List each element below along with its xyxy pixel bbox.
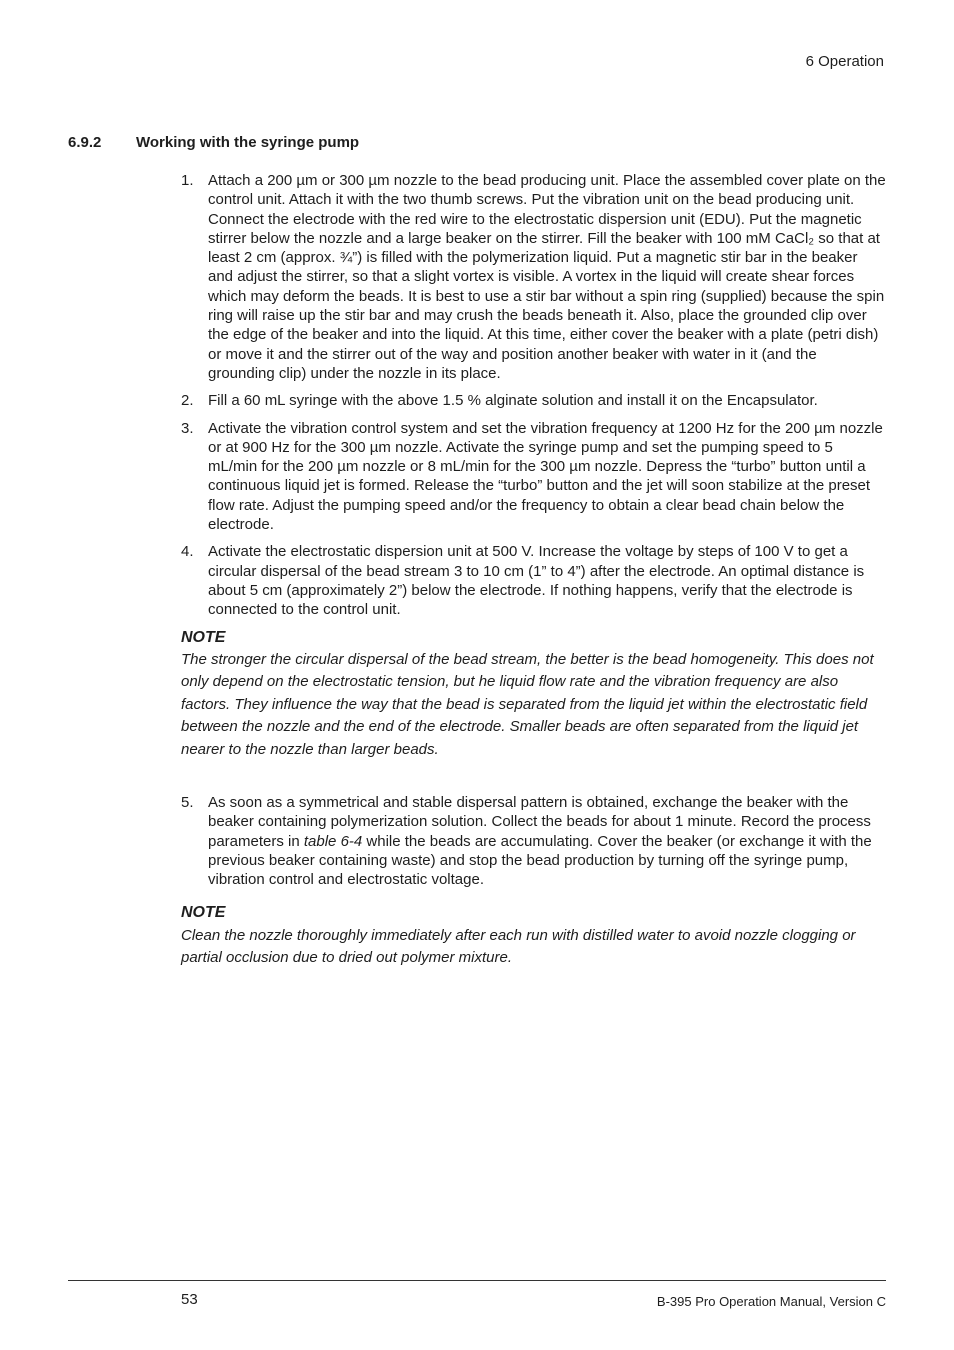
step-text: [208, 793, 886, 889]
step-text: Fill a 60 mL syringe with the above 1.5 % alginate solution and install it on the Encapsulator.: [208, 392, 818, 410]
step-text: Attach a 200 µm or 300 µm nozzle to the bead producing unit. Place the assembled cover plate on the control unit. Attach it with the two thumb screws. Put the vibration unit on the bead producing unit. Connect the electrode with the red wire to the electrostatic dispersion unit (EDU). Put the magnetic stirrer below the nozzle and a large beaker on the stirrer. Fill the beaker with 100 mM CaCl₂ so that at least 2 cm (approx. ¾”) is filled with the polymerization liquid. Put a magnetic stir bar in the beaker and adjust the stirrer, so that a slight vortex is visible. A vortex in the liquid will create shear forces which may deform the beads. It is best to use a stir bar without a spin ring (supplied) because the spin ring will raise up the stir bar and may crush the beads beneath it. Also, place the grounded clip over the edge of the beaker and into the liquid. At this time, either cover the beaker with a plate (petri dish) or move it and the stirrer out of the way and position another beaker with water in it (and the grounding clip) under the nozzle in its place.: [208, 172, 886, 382]
footer-divider: [68, 1280, 886, 1281]
table-reference: table 6-4: [303, 832, 363, 850]
note-text: The stronger the circular dispersal of the bead stream, the better is the bead homogeneity. This does not only depend on the electrostatic tension, but he liquid flow rate and the vibration frequency are also factors. They influence the way that the bead is separated from the liquid jet within the electrostatic field between the nozzle and the end of the electrode. Smaller beads are often separated from the liquid jet nearer to the nozzle than larger beads.: [181, 650, 874, 758]
procedure-steps-continued: [181, 793, 886, 970]
step-number: 1.: [181, 172, 194, 189]
note-text: Clean the nozzle thoroughly immediately after each run with distilled water to avoid nozzle clogging or partial occlusion due to dried out polymer mixture.: [181, 926, 856, 967]
step-text: Activate the electrostatic dispersion unit at 500 V. Increase the voltage by steps of 100 V to get a circular dispersal of the bead stream 3 to 10 cm (1” to 4”) after the electrode. An optimal distance is about 5 cm (approximately 2”) below the electrode. If nothing happens, verify that the electrode is connected to the control unit.: [208, 543, 865, 619]
chapter-header: 6 Operation: [805, 53, 884, 70]
step-2: [181, 391, 886, 410]
note-title: NOTE: [181, 628, 226, 646]
manual-title: B-395 Pro Operation Manual, Version C: [656, 1294, 886, 1309]
step-text: Activate the vibration control system and set the vibration frequency at 1200 Hz for the 200 µm nozzle or at 900 Hz for the 300 µm nozzle. Activate the syringe pump and set the pumping speed to 5 mL/min for the 200 µm nozzle or 8 mL/min for the 300 µm nozzle. Depress the “turbo” button until a continuous liquid jet is formed. Release the “turbo” button and the jet will soon stabilize at the preset flow rate. Adjust the pumping speed and/or the frequency to obtain a clear bead chain below the electrode.: [208, 419, 883, 534]
step-text-part: As soon as a symmetrical and stable dispersal pattern is obtained, exchange the beaker with the beaker containing polymerization solution. Collect the beads for about 1 minute. Record the process parameters in: [208, 794, 871, 850]
step-text-part: while the beads are accumulating. Cover the beaker (or exchange it with the previous beaker containing waste) and stop the bead production by turning off the syringe pump, vibration control and electrostatic voltage.: [208, 832, 872, 889]
step-5: [181, 793, 886, 889]
step-3: [181, 419, 886, 535]
section-heading: [68, 134, 359, 151]
step-number: 2.: [181, 392, 194, 410]
step-number: 4.: [181, 543, 194, 561]
step-number: 5.: [181, 794, 194, 811]
page-number: 53: [181, 1291, 198, 1308]
step-1: [181, 171, 886, 383]
step-number: 3.: [181, 419, 194, 437]
procedure-steps: [181, 171, 886, 761]
step-4: [181, 542, 886, 619]
note-title: NOTE: [181, 904, 226, 922]
section-title: Working with the syringe pump: [136, 134, 360, 151]
section-number: 6.9.2: [68, 134, 102, 151]
